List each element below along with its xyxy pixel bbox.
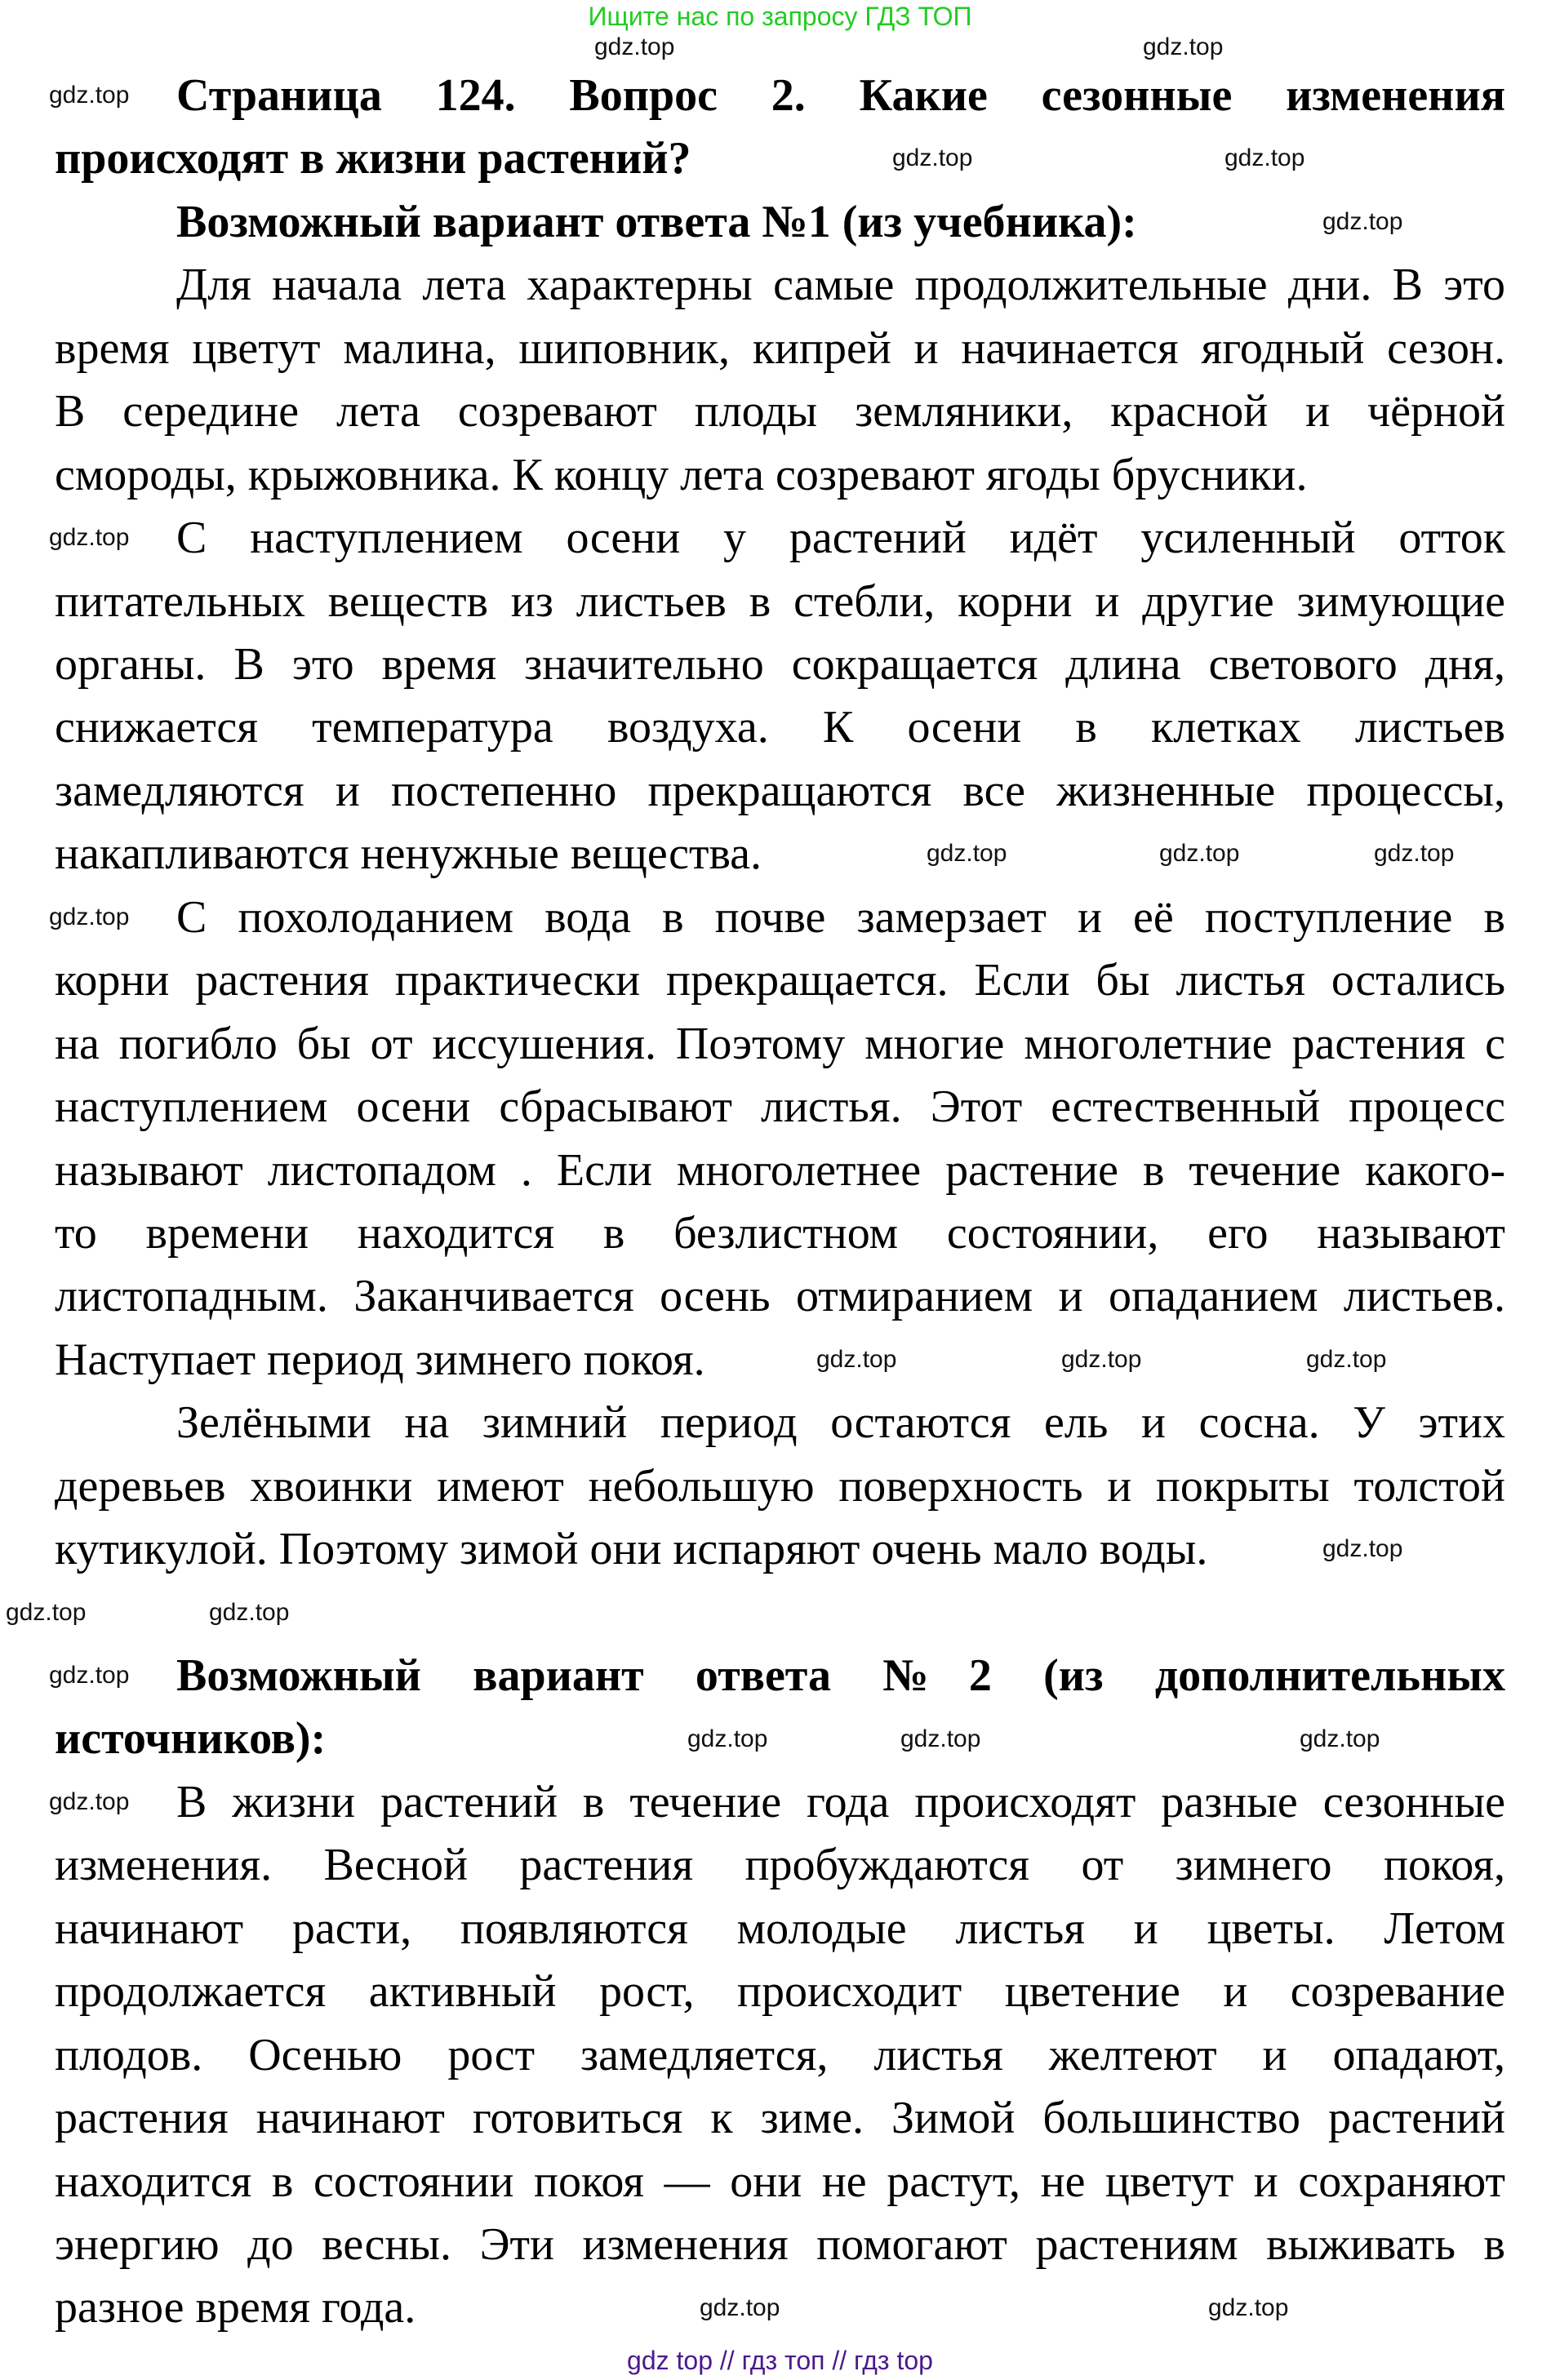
watermark: gdz.top (1306, 1346, 1387, 1373)
text-line: время цветут малина, шиповник, кипрей и начинается ягодный сезон. (55, 322, 1505, 374)
answer2-heading: Возможный вариант ответа №2 (из дополнительных (176, 1650, 1505, 1702)
paragraph (55, 1392, 1505, 1581)
watermark: gdz.top (49, 82, 130, 109)
text-line: снижается температура воздуха. К осени в клетках листьев (55, 702, 1505, 753)
text-line: Наступает период зимнего покоя. (55, 1334, 705, 1385)
footer-link[interactable]: gdz top // гдз топ // гдз top (627, 2346, 933, 2375)
watermark: gdz.top (816, 1346, 897, 1373)
watermark: gdz.top (209, 1599, 290, 1626)
watermark: gdz.top (594, 33, 675, 60)
watermark: gdz.top (1159, 840, 1240, 867)
text-line: кутикулой. Поэтому зимой они испаряют очень мало воды. (55, 1524, 1208, 1575)
text-line: В жизни растений в течение года происходят разные сезонные (176, 1776, 1505, 1827)
text-line: замедляются и постепенно прекращаются все жизненные процессы, (55, 765, 1505, 816)
watermark: gdz.top (1061, 1346, 1142, 1373)
watermark: gdz.top (49, 904, 130, 930)
watermark: gdz.top (1143, 33, 1224, 60)
text-line: корни растения практически прекращается. Если бы листья остались (55, 955, 1505, 1006)
text-line: накапливаются ненужные вещества. (55, 828, 762, 880)
watermark: gdz.top (927, 840, 1007, 867)
text-line: Зелёными на зимний период остаются ель и сосна. У этих (176, 1397, 1505, 1449)
text-line: начинают расти, появляются молодые листья и цветы. Летом (55, 1903, 1505, 1954)
watermark: gdz.top (1224, 144, 1305, 171)
text-line: С похолоданием вода в почве замерзает и её поступление в (176, 891, 1505, 943)
text-line: питательных веществ из листьев в стебли, корни и другие зимующие (55, 575, 1505, 627)
answer1-heading: Возможный вариант ответа №1 (из учебника): (176, 196, 1137, 247)
watermark: gdz.top (49, 1662, 130, 1689)
answer-document (55, 64, 1505, 2340)
watermark: gdz.top (687, 1725, 768, 1752)
page-title-line: Страница 124. Вопрос 2. Какие сезонные изменения (176, 70, 1505, 121)
text-line: С наступлением осени у растений идёт усиленный отток (176, 513, 1505, 564)
paragraph (55, 886, 1505, 1392)
watermark: gdz.top (49, 1788, 130, 1815)
watermark: gdz.top (892, 144, 973, 171)
text-line: наступлением осени сбрасывают листья. Этот естественный процесс (55, 1081, 1505, 1133)
text-line: энергию до весны. Эти изменения помогают растениям выживать в (55, 2218, 1505, 2270)
text-line: находится в состоянии покоя — они не растут, не цветут и сохраняют (55, 2156, 1505, 2207)
answer2-heading: источников): (55, 1713, 327, 1765)
text-line: продолжается активный рост, происходит цветение и созревание (55, 1966, 1505, 2018)
text-line: изменения. Весной растения пробуждаются от зимнего покоя, (55, 1840, 1505, 1891)
watermark: gdz.top (49, 524, 130, 551)
text-line: называют листопадом . Если многолетнее растение в течение какого- (55, 1144, 1505, 1196)
watermark: gdz.top (6, 1599, 87, 1626)
watermark: gdz.top (1322, 208, 1403, 235)
text-line: листопадным. Заканчивается осень отмиранием и опаданием листьев. (55, 1271, 1505, 1322)
watermark: gdz.top (700, 2294, 780, 2321)
text-line: В середине лета созревают плоды земляники, красной и чёрной (55, 386, 1505, 437)
text-line: разное время года. (55, 2282, 416, 2333)
text-line: плодов. Осенью рост замедляется, листья желтеют и опадают, (55, 2029, 1505, 2080)
paragraph (55, 507, 1505, 886)
watermark: gdz.top (1322, 1535, 1403, 1562)
text-line: смороды, крыжовника. К концу лета созревают ягоды брусники. (55, 449, 1308, 500)
paragraph (55, 254, 1505, 507)
text-line: на погибло бы от иссушения. Поэтому многие многолетние растения с (55, 1018, 1505, 1069)
watermark: gdz.top (1300, 1725, 1380, 1752)
text-line: то времени находится в безлистном состоянии, его называют (55, 1207, 1505, 1259)
watermark: gdz.top (1208, 2294, 1289, 2321)
watermark: gdz.top (1374, 840, 1455, 867)
text-line: деревьев хвоинки имеют небольшую поверхность и покрыты толстой (55, 1460, 1505, 1512)
paragraph (55, 1771, 1505, 2340)
text-line: Для начала лета характерны самые продолжительные дни. В это (176, 260, 1505, 311)
page-title-line: происходят в жизни растений? (55, 133, 691, 184)
text-line: растения начинают готовиться к зиме. Зимой большинство растений (55, 2093, 1505, 2144)
watermark: gdz.top (900, 1725, 981, 1752)
text-line: органы. В это время значительно сокращается длина светового дня, (55, 638, 1505, 690)
search-banner-link[interactable]: Ищите нас по запросу ГДЗ ТОП (588, 2, 972, 31)
